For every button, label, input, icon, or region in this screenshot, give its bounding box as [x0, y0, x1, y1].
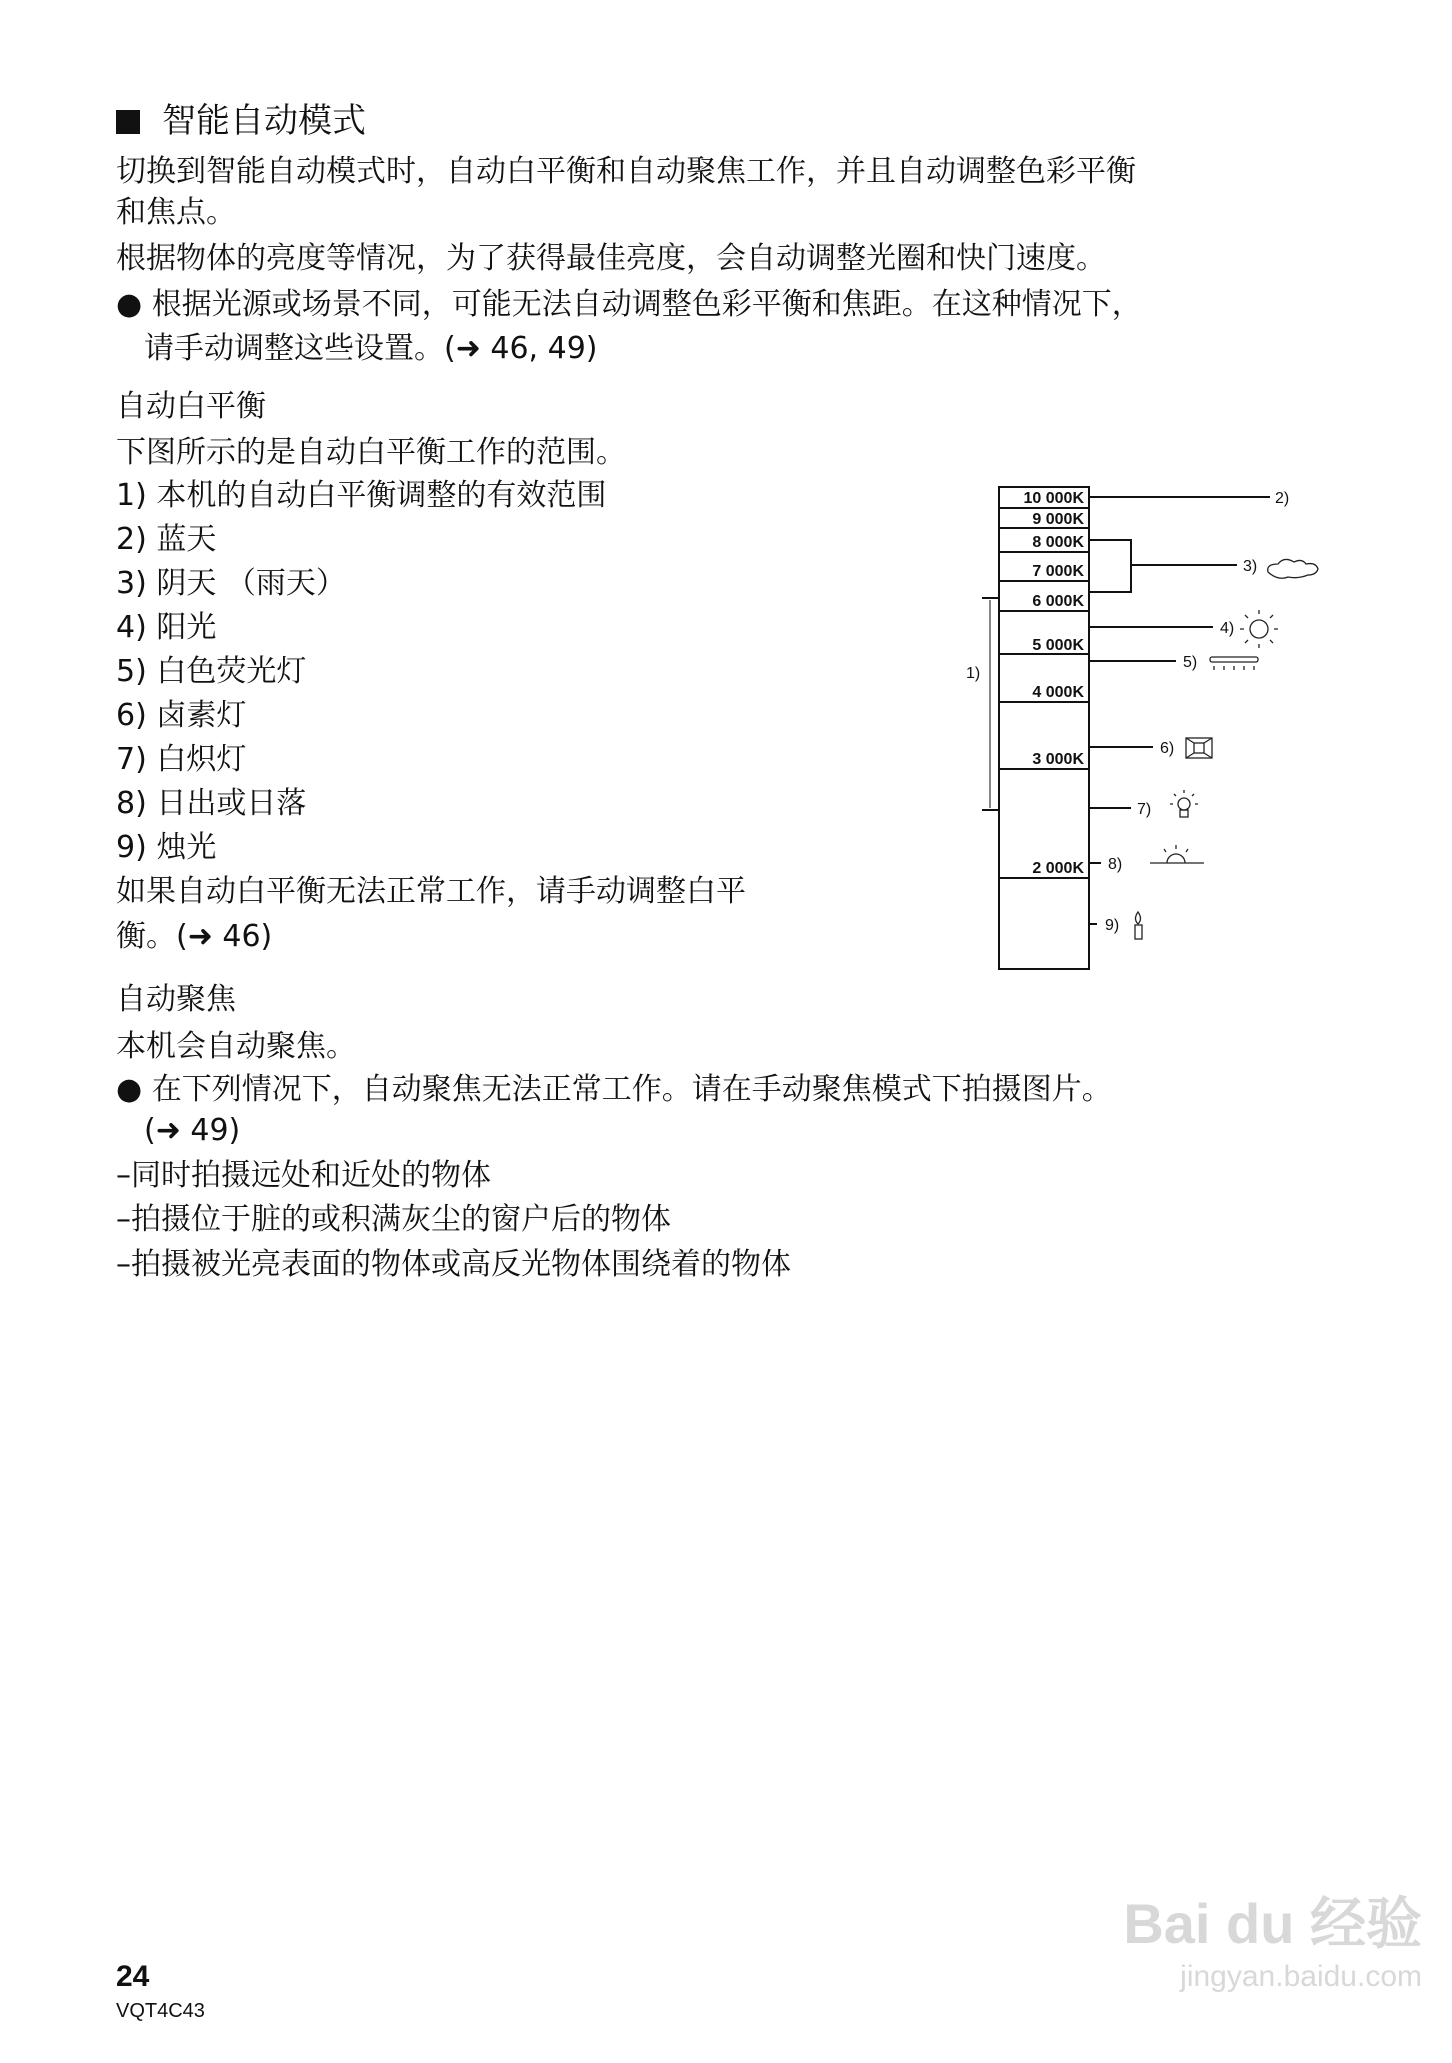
- callout-label: 9): [1105, 917, 1120, 934]
- awb-item: 2) 蓝天: [116, 522, 217, 557]
- scale-label: 2 000K: [1032, 860, 1084, 877]
- scale-label: 6 000K: [1032, 593, 1084, 610]
- cloud-icon: [1268, 559, 1318, 578]
- awb-item: 6) 卤素灯: [116, 698, 247, 733]
- callout-label: 7): [1137, 801, 1152, 818]
- awb-item: 3) 阴天 （雨天）: [116, 566, 346, 601]
- scale-label: 3 000K: [1032, 751, 1084, 768]
- watermark-logo: Bai du 经验: [1123, 1892, 1422, 1955]
- scale-label: 10 000K: [1023, 490, 1084, 507]
- intro-line: 根据物体的亮度等情况，为了获得最佳亮度，会自动调整光圈和快门速度。: [116, 241, 1106, 276]
- af-desc: 本机会自动聚焦。: [116, 1029, 356, 1064]
- bullet-line: ● 根据光源或场景不同，可能无法自动调整色彩平衡和焦距。在这种情况下，: [116, 287, 1142, 322]
- intro-line: 和焦点。: [116, 195, 236, 230]
- callout-label: 1): [966, 665, 981, 682]
- callout-label: 3): [1243, 558, 1258, 575]
- scale-label: 5 000K: [1032, 637, 1084, 654]
- awb-item: 4) 阳光: [116, 610, 217, 645]
- callout-label: 5): [1183, 654, 1198, 671]
- fluorescent-lamp-icon: [1210, 657, 1258, 670]
- callout-label: 8): [1108, 856, 1123, 873]
- bullet-line: 请手动调整这些设置。(➜ 46, 49): [144, 331, 598, 366]
- awb-note: 如果自动白平衡无法正常工作，请手动调整白平: [116, 874, 746, 909]
- intro-line: 切换到智能自动模式时，自动白平衡和自动聚焦工作，并且自动调整色彩平衡: [116, 154, 1136, 189]
- awb-item: 7) 白炽灯: [116, 742, 247, 777]
- scale-box: [999, 487, 1089, 969]
- page-number: 24: [116, 1960, 150, 1993]
- af-bullet: ● 在下列情况下，自动聚焦无法正常工作。请在手动聚焦模式下拍摄图片。: [116, 1072, 1112, 1107]
- awb-item: 8) 日出或日落: [116, 786, 307, 821]
- callout-label: 4): [1220, 620, 1235, 637]
- callout-label: 2): [1275, 490, 1290, 507]
- awb-note: 衡。(➜ 46): [116, 919, 273, 954]
- bracket-3: [1089, 540, 1131, 592]
- af-title: 自动聚焦: [116, 982, 236, 1017]
- af-bullet: (➜ 49): [144, 1113, 241, 1148]
- document-code: VQT4C43: [116, 2000, 205, 2022]
- scale-label: 8 000K: [1032, 534, 1084, 551]
- sunset-icon: [1150, 845, 1204, 863]
- sun-icon: [1240, 610, 1278, 648]
- awb-item: 1) 本机的自动白平衡调整的有效范围: [116, 478, 607, 513]
- awb-item: 9) 烛光: [116, 830, 217, 865]
- incandescent-bulb-icon: [1170, 790, 1198, 817]
- heading-text: 智能自动模式: [162, 101, 366, 141]
- scale-label: 9 000K: [1032, 511, 1084, 528]
- candle-icon: [1135, 912, 1142, 939]
- awb-desc: 下图所示的是自动白平衡工作的范围。: [116, 435, 626, 470]
- af-dash-item: –同时拍摄远处和近处的物体: [116, 1158, 491, 1193]
- callout-label: 6): [1160, 740, 1175, 757]
- awb-item: 5) 白色荧光灯: [116, 654, 307, 689]
- halogen-lamp-icon: [1186, 738, 1212, 758]
- af-dash-item: –拍摄被光亮表面的物体或高反光物体围绕着的物体: [116, 1247, 791, 1282]
- awb-title: 自动白平衡: [116, 389, 266, 424]
- scale-label: 7 000K: [1032, 563, 1084, 580]
- watermark-url: jingyan.baidu.com: [1180, 1960, 1422, 1993]
- scale-label: 4 000K: [1032, 684, 1084, 701]
- af-dash-item: –拍摄位于脏的或积满灰尘的窗户后的物体: [116, 1202, 671, 1237]
